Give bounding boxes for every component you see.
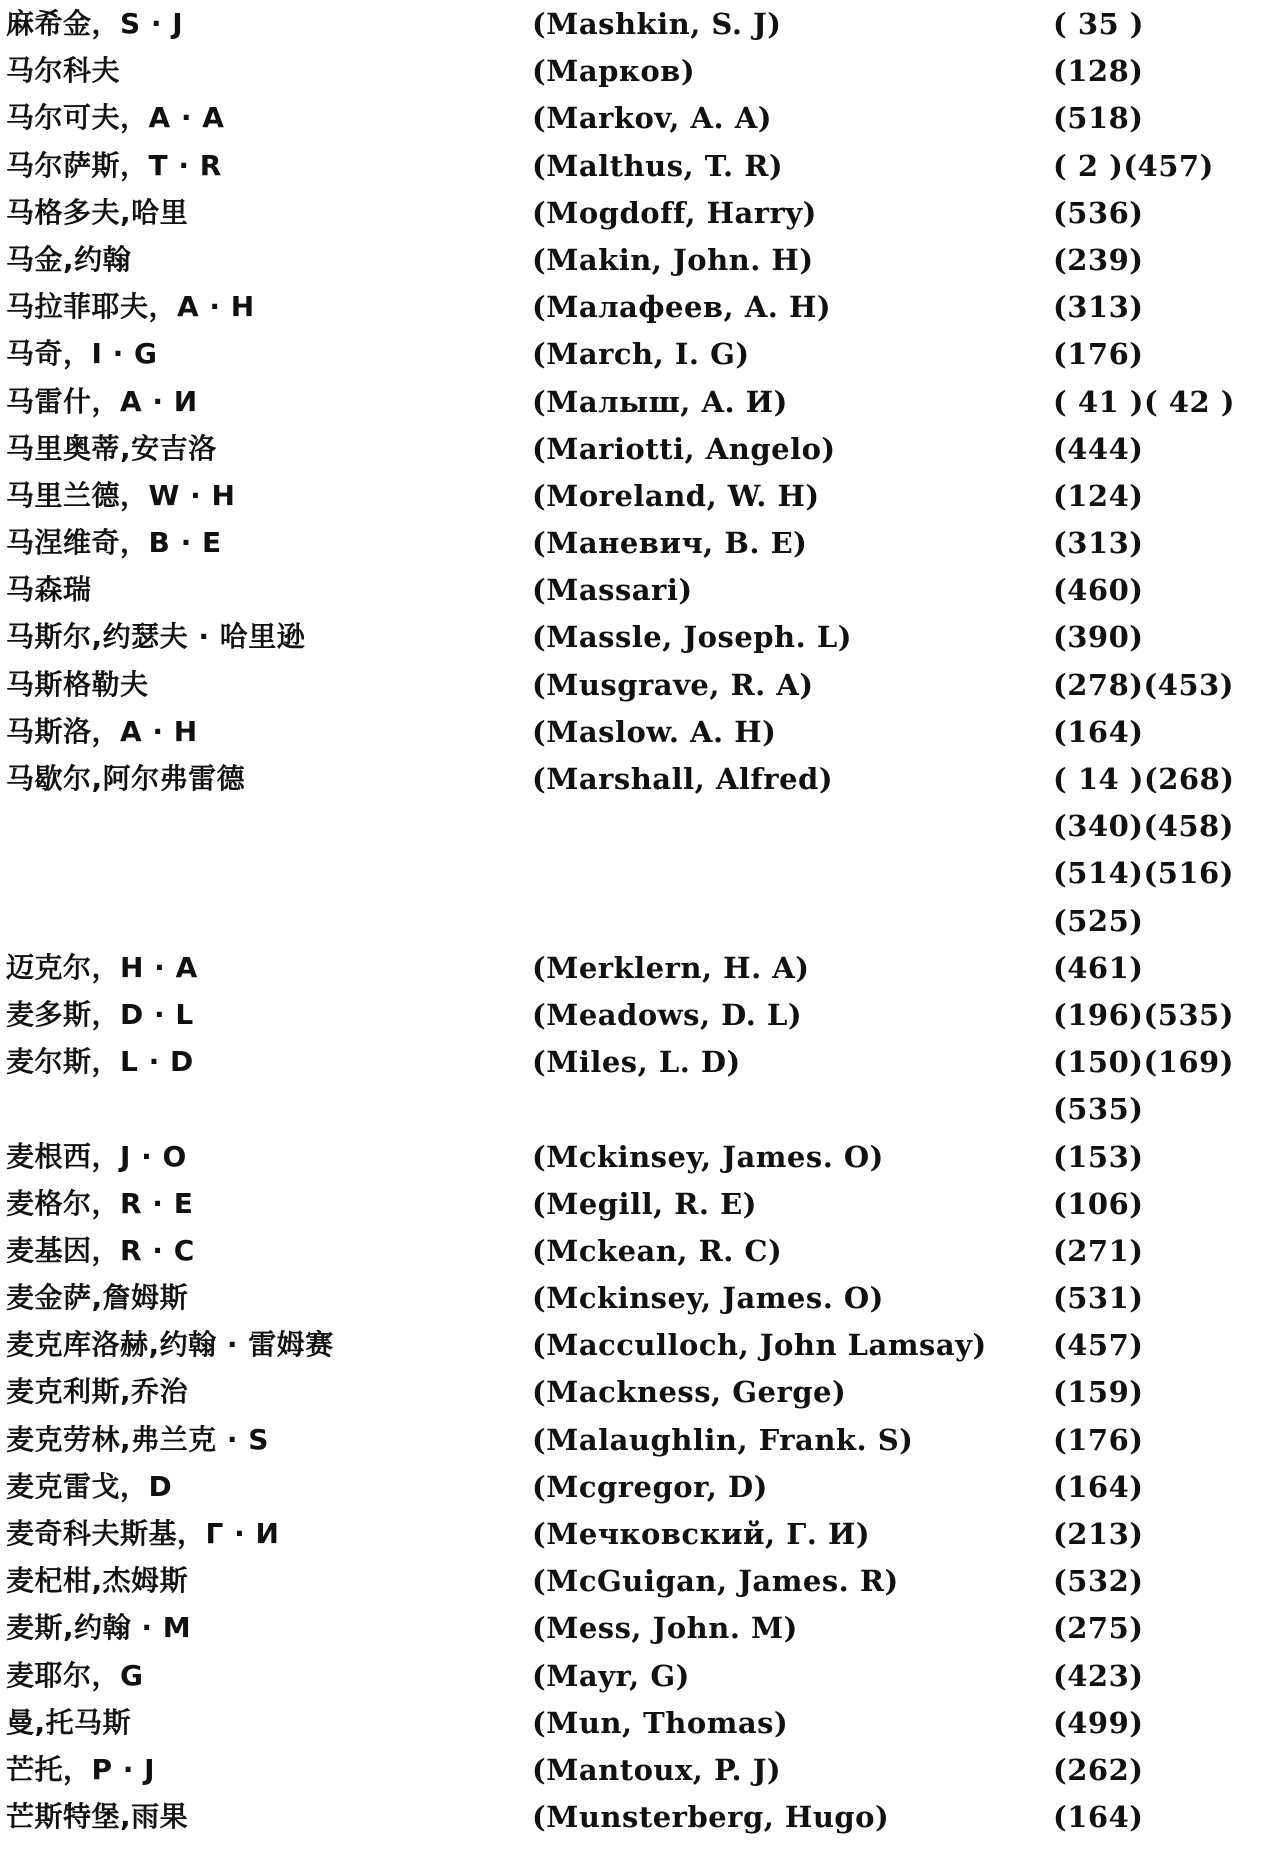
index-entry-row	[0, 378, 1270, 425]
original-name: (Massle, Joseph. L)	[532, 620, 852, 655]
chinese-name: 麦克利斯,乔治	[6, 1375, 189, 1409]
page-references: (531)	[1053, 1281, 1144, 1316]
page-references: (159)	[1053, 1375, 1144, 1410]
chinese-name: 麦格尔，R · E	[6, 1186, 194, 1220]
chinese-name: 马奇，I · G	[6, 337, 158, 371]
chinese-name: 马拉菲耶夫，A · H	[6, 290, 255, 324]
index-entry-row	[0, 661, 1270, 708]
index-entry-row	[0, 613, 1270, 660]
page-references: (106)	[1053, 1186, 1144, 1221]
index-entry-row	[0, 708, 1270, 755]
page-references: (164)	[1053, 714, 1144, 749]
page-references: (150)(169)	[1053, 1045, 1234, 1080]
index-entry-row	[0, 236, 1270, 283]
chinese-name: 马森瑞	[6, 573, 92, 607]
page-references: (536)	[1053, 195, 1144, 230]
index-entry-row	[0, 1227, 1270, 1274]
original-name: (Mcgregor, D)	[532, 1469, 768, 1504]
page-references: (153)	[1053, 1139, 1144, 1174]
index-entry-row	[0, 1321, 1270, 1368]
index-entry-row	[0, 755, 1270, 802]
original-name: (Megill, R. E)	[532, 1186, 757, 1221]
chinese-name: 麦根西，J · O	[6, 1139, 187, 1173]
index-entry-row	[0, 1652, 1270, 1699]
page-references: (239)	[1053, 242, 1144, 277]
original-name: (Mashkin, S. J)	[532, 7, 782, 41]
index-entry-row	[0, 1746, 1270, 1793]
index-entry-row	[0, 47, 1270, 94]
page-references: (514)(516)	[1053, 856, 1234, 891]
page-references: (423)	[1053, 1658, 1144, 1693]
page-references: (532)	[1053, 1564, 1144, 1599]
chinese-name: 马格多夫,哈里	[6, 195, 189, 229]
original-name: (Malthus, T. R)	[532, 148, 784, 183]
chinese-name: 马涅维奇，B · E	[6, 526, 222, 560]
index-entry-row	[0, 1416, 1270, 1463]
index-entry-row	[0, 1463, 1270, 1510]
index-entry-row	[0, 1510, 1270, 1557]
chinese-name: 马里兰德，W · H	[6, 478, 236, 512]
original-name: (Makin, John. H)	[532, 242, 814, 277]
index-entry-row	[0, 1368, 1270, 1415]
original-name: (March, I. G)	[532, 337, 750, 372]
page-references: ( 2 )(457)	[1053, 148, 1214, 183]
index-entry-row	[0, 802, 1270, 849]
original-name: (McGuigan, James. R)	[532, 1564, 899, 1599]
chinese-name: 马斯格勒夫	[6, 667, 149, 701]
chinese-name: 麦耶尔，G	[6, 1658, 144, 1692]
original-name: (Munsterberg, Hugo)	[532, 1800, 890, 1835]
original-name: (Merklern, H. A)	[532, 950, 810, 985]
index-entry-row	[0, 472, 1270, 519]
index-entry-row	[0, 94, 1270, 141]
page-references: (340)(458)	[1053, 809, 1234, 844]
index-entry-row	[0, 425, 1270, 472]
page-references: (444)	[1053, 431, 1144, 466]
original-name: (Marshall, Alfred)	[532, 762, 834, 796]
original-name: (Meadows, D. L)	[532, 997, 803, 1032]
chinese-name: 麦奇科夫斯基，Г · И	[6, 1517, 280, 1550]
index-entry-row	[0, 0, 1270, 47]
index-entry-row	[0, 283, 1270, 330]
chinese-name: 马里奥蒂,安吉洛	[6, 431, 217, 465]
page-references: (124)	[1053, 478, 1144, 513]
index-entry-row	[0, 1038, 1270, 1085]
chinese-name: 麦克雷戈，D	[6, 1469, 173, 1503]
index-entry-row	[0, 1133, 1270, 1180]
chinese-name: 马金,约翰	[6, 242, 132, 276]
original-name: (Musgrave, R. A)	[532, 667, 814, 702]
index-entry-row	[0, 1085, 1270, 1132]
index-entry-row	[0, 1793, 1270, 1840]
page-references: (535)	[1053, 1092, 1144, 1127]
page-references: (164)	[1053, 1800, 1144, 1835]
index-entry-row	[0, 897, 1270, 944]
original-name: (Maslow. A. H)	[532, 714, 777, 749]
chinese-name: 马雷什，A · И	[6, 384, 198, 418]
page-references: (461)	[1053, 950, 1144, 985]
chinese-name: 迈克尔，H · A	[6, 950, 198, 984]
page-references: (460)	[1053, 573, 1144, 608]
original-name: (Марков)	[532, 54, 696, 89]
page-references: ( 14 )(268)	[1053, 762, 1235, 796]
original-name: (Mantoux, P. J)	[532, 1752, 782, 1787]
index-entry-row	[0, 1557, 1270, 1604]
page-references: (518)	[1053, 101, 1144, 136]
chinese-name: 麦克劳林,弗兰克 · S	[6, 1422, 269, 1456]
original-name: (Mckean, R. C)	[532, 1233, 783, 1268]
chinese-name: 麦多斯，D · L	[6, 997, 194, 1031]
chinese-name: 芒托，P · J	[6, 1752, 156, 1786]
page-references: (278)(453)	[1053, 667, 1234, 702]
chinese-name: 曼,托马斯	[6, 1705, 132, 1739]
index-entry-row	[0, 991, 1270, 1038]
original-name: (Mess, John. M)	[532, 1611, 798, 1646]
page-references: (271)	[1053, 1233, 1144, 1268]
page-references: ( 41 )( 42 )	[1053, 384, 1235, 419]
chinese-name: 麦基因，R · C	[6, 1233, 195, 1267]
original-name: (Massari)	[532, 573, 693, 608]
original-name: (Miles, L. D)	[532, 1045, 741, 1080]
page-references: (313)	[1053, 290, 1144, 325]
index-entry-row	[0, 519, 1270, 566]
index-entry-row	[0, 1699, 1270, 1746]
original-name: (Mariotti, Angelo)	[532, 431, 836, 466]
page-references: (390)	[1053, 620, 1144, 655]
page-references: (275)	[1053, 1611, 1144, 1646]
chinese-name: 芒斯特堡,雨果	[6, 1800, 189, 1834]
original-name: (Mogdoff, Harry)	[532, 195, 817, 230]
original-name: (Mun, Thomas)	[532, 1705, 789, 1740]
chinese-name: 马斯洛，A · H	[6, 714, 198, 748]
chinese-name: 麦杞柑,杰姆斯	[6, 1564, 189, 1598]
original-name: (Малафеев, A. H)	[532, 290, 832, 325]
page-references: (525)	[1053, 903, 1144, 938]
index-entry-row	[0, 189, 1270, 236]
page-references: ( 35 )	[1053, 7, 1144, 41]
chinese-name: 麦斯,约翰 · M	[6, 1611, 192, 1645]
original-name: (Mayr, G)	[532, 1658, 690, 1693]
original-name: (Mckinsey, James. O)	[532, 1139, 884, 1174]
chinese-name: 马斯尔,约瑟夫 · 哈里逊	[6, 620, 306, 654]
page-references: (196)(535)	[1053, 997, 1234, 1032]
index-entry-row	[0, 142, 1270, 189]
original-name: (Маневич, B. E)	[532, 526, 808, 561]
chinese-name: 马尔科夫	[6, 54, 121, 88]
chinese-name: 马尔可夫，A · A	[6, 101, 225, 135]
page-references: (128)	[1053, 54, 1144, 89]
chinese-name: 麦尔斯，L · D	[6, 1045, 194, 1079]
index-entry-row	[0, 849, 1270, 896]
page-references: (499)	[1053, 1705, 1144, 1740]
chinese-name: 麦金萨,詹姆斯	[6, 1281, 189, 1315]
index-entry-row	[0, 566, 1270, 613]
page-references: (176)	[1053, 337, 1144, 372]
original-name: (Mckinsey, James. O)	[532, 1281, 884, 1316]
original-name: (Мечковский, Г. И)	[532, 1517, 871, 1551]
chinese-name: 麻希金，S · J	[6, 7, 184, 40]
original-name: (Malaughlin, Frank. S)	[532, 1422, 914, 1457]
page-references: (176)	[1053, 1422, 1144, 1457]
index-entry-row	[0, 1180, 1270, 1227]
index-entry-row	[0, 1604, 1270, 1651]
original-name: (Macculloch, John Lamsay)	[532, 1328, 987, 1363]
original-name: (Малыш, A. И)	[532, 384, 788, 419]
index-entry-row	[0, 1274, 1270, 1321]
chinese-name: 马尔萨斯，T · R	[6, 148, 222, 182]
chinese-name: 麦克库洛赫,约翰 · 雷姆赛	[6, 1328, 334, 1362]
page-references: (457)	[1053, 1328, 1144, 1363]
page-references: (262)	[1053, 1752, 1144, 1787]
original-name: (Markov, A. A)	[532, 101, 772, 136]
original-name: (Mackness, Gerge)	[532, 1375, 847, 1410]
index-entry-row	[0, 944, 1270, 991]
chinese-name: 马歇尔,阿尔弗雷德	[6, 762, 246, 795]
page-references: (213)	[1053, 1517, 1144, 1551]
page-references: (164)	[1053, 1469, 1144, 1504]
index-entry-row	[0, 330, 1270, 377]
page-references: (313)	[1053, 526, 1144, 561]
original-name: (Moreland, W. H)	[532, 478, 820, 513]
